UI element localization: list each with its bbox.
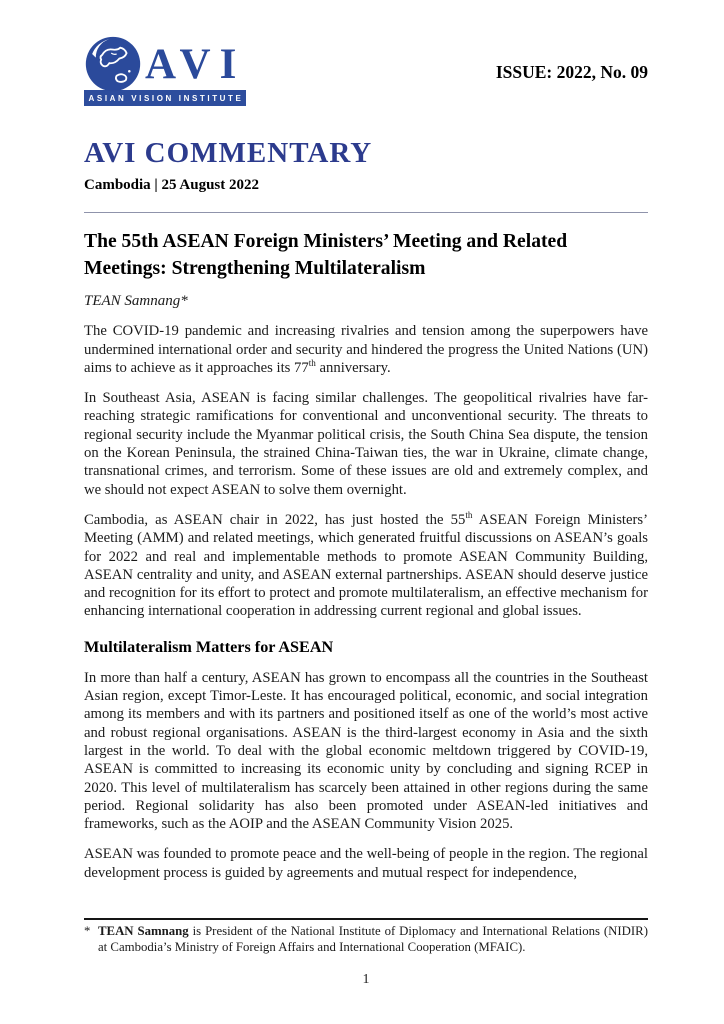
header-rule	[84, 212, 648, 213]
footer	[84, 918, 648, 988]
logo-banner: ASIAN VISION INSTITUTE	[84, 90, 246, 106]
article-body	[84, 310, 648, 882]
issue-label: ISSUE: 2022, No. 09	[495, 62, 648, 82]
footnote-text: TEAN Samnang is President of the National Institute of Diplomacy and International Relations (NIDIR) at Cambodia’s Ministry of Foreign Affairs and International Cooperation (MFAIC).	[98, 924, 648, 955]
paragraph: In more than half a century, ASEAN has grown to encompass all the countries in the Southeast Asian region, except Timor-Leste. It has encouraged political, economic, and social integration among its members and with its partners and positioned itself as one of the world’s most active and robust regional organisations. ASEAN is the third-largest economy in Asia and the sixth largest in the world. To deal with the global economic meltdown triggered by COVID-19, ASEAN is committed to increasing its economic unity by concluding and signing RCEP in 2020. This level of multilateralism has scarcely been attained in other regions during the same period. Regional solidarity has also been promoted under ASEAN-led initiatives and frameworks, such as the AOIP and the ASEAN Community Vision 2025.	[84, 669, 648, 833]
masthead-title: AVI COMMENTARY	[84, 137, 373, 169]
paragraph: The COVID-19 pandemic and increasing rivalries and tension among the superpowers have undermined international order and security and hindered the progress the United Nations (UN) aims to achieve as it approaches its 77th anniversary.	[84, 323, 648, 376]
globe-asia-icon	[84, 35, 142, 93]
footnote-rule	[84, 918, 648, 920]
page-number: 1	[362, 972, 370, 987]
avi-logo-lockup	[84, 34, 246, 94]
article-author: TEAN Samnang*	[84, 293, 188, 310]
logo-acronym: AVI	[145, 40, 246, 88]
footnote	[84, 924, 648, 956]
dateline: Cambodia | 25 August 2022	[84, 177, 260, 193]
header	[84, 34, 648, 106]
paragraph: ASEAN was founded to promote peace and the well-being of people in the region. The regional development process is guided by agreements and mutual respect for independence,	[84, 846, 648, 881]
avi-logo	[84, 34, 246, 106]
section-heading: Multilateralism Matters for ASEAN	[84, 637, 334, 656]
paragraph: In Southeast Asia, ASEAN is facing similar challenges. The geopolitical rivalries have far-reaching strategic ramifications for conventional and unconventional security. The threats to regional security include the Myanmar political crisis, the South China Sea dispute, the tension on the Korean Peninsula, the strained China-Taiwan ties, the war in Ukraine, climate change, transnational crimes, and terrorism. Some of these issues are old and extremely complex, and we should not expect ASEAN to solve them overnight.	[84, 390, 648, 498]
article-title: The 55th ASEAN Foreign Ministers’ Meeting and Related Meetings: Strengthening Multilateralism	[84, 231, 568, 279]
paragraph: Cambodia, as ASEAN chair in 2022, has just hosted the 55th ASEAN Foreign Ministers’ Meeting (AMM) and related meetings, which generated fruitful discussions on ASEAN’s goals for 2022 and real and implementable methods to promote ASEAN Community Building, ASEAN centrality and unity, and ASEAN external partnerships. ASEAN should deserve justice and recognition for its effort to protect and promote multilateralism, an effective mechanism for enhancing international cooperation in addressing current regional and global issues.	[84, 510, 649, 620]
footnote-marker: *	[84, 924, 91, 939]
footnote-author: TEAN Samnang	[98, 924, 189, 939]
